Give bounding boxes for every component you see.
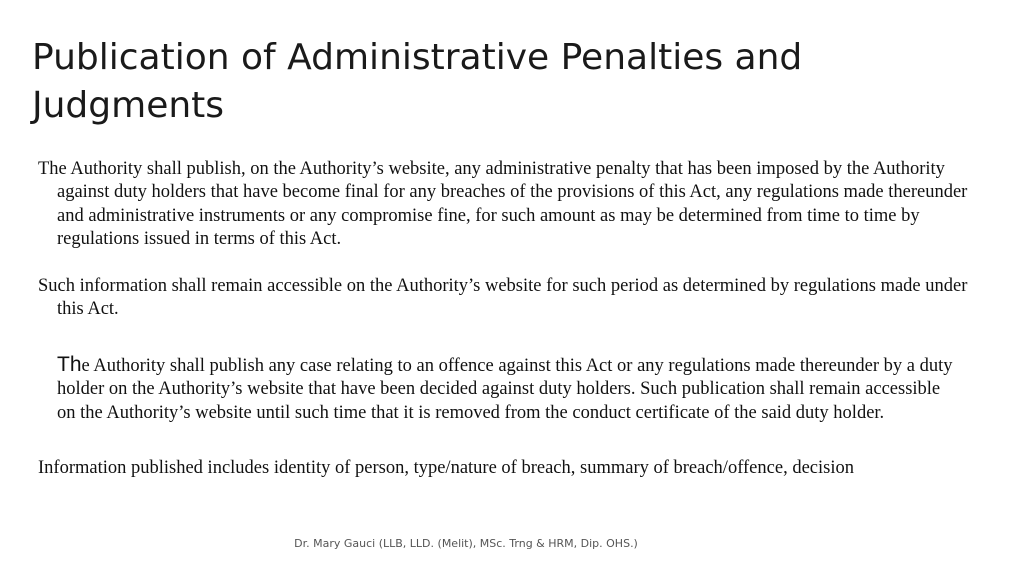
paragraph-initial: Th <box>57 353 82 376</box>
slide-footer: Dr. Mary Gauci (LLB, LLD. (Melit), MSc. Trng & HRM, Dip. OHS.) <box>294 537 638 550</box>
paragraph-accessibility-period: Such information shall remain accessible on the Authority’s website for such period as determined by regulations made under this Act. <box>38 276 968 320</box>
paragraph-body: e Authority shall publish any case relating to an offence against this Act or any regulations made thereunder by a duty holder on the Authority’s website that have been decided against duty holders. Such publication shall remain accessible on the Authority’s website until such time that it is removed from the conduct certificate of the said duty holder. <box>57 356 953 423</box>
paragraph-information-published: Information published includes identity of person, type/nature of breach, summary of breach/offence, decision <box>38 458 854 478</box>
paragraph-publication-penalties: The Authority shall publish, on the Authority’s website, any administrative penalty that has been imposed by the Authority against duty holders that have become final for any breaches of the provisions of this Act, any regulations made thereunder and administrative instruments or any compromise fine, for such amount as may be determined from time to time by regulations issued in terms of this Act. <box>38 159 968 250</box>
paragraph-publication-cases <box>57 353 957 425</box>
slide-title: Publication of Administrative Penalties and Judgments <box>32 37 803 126</box>
